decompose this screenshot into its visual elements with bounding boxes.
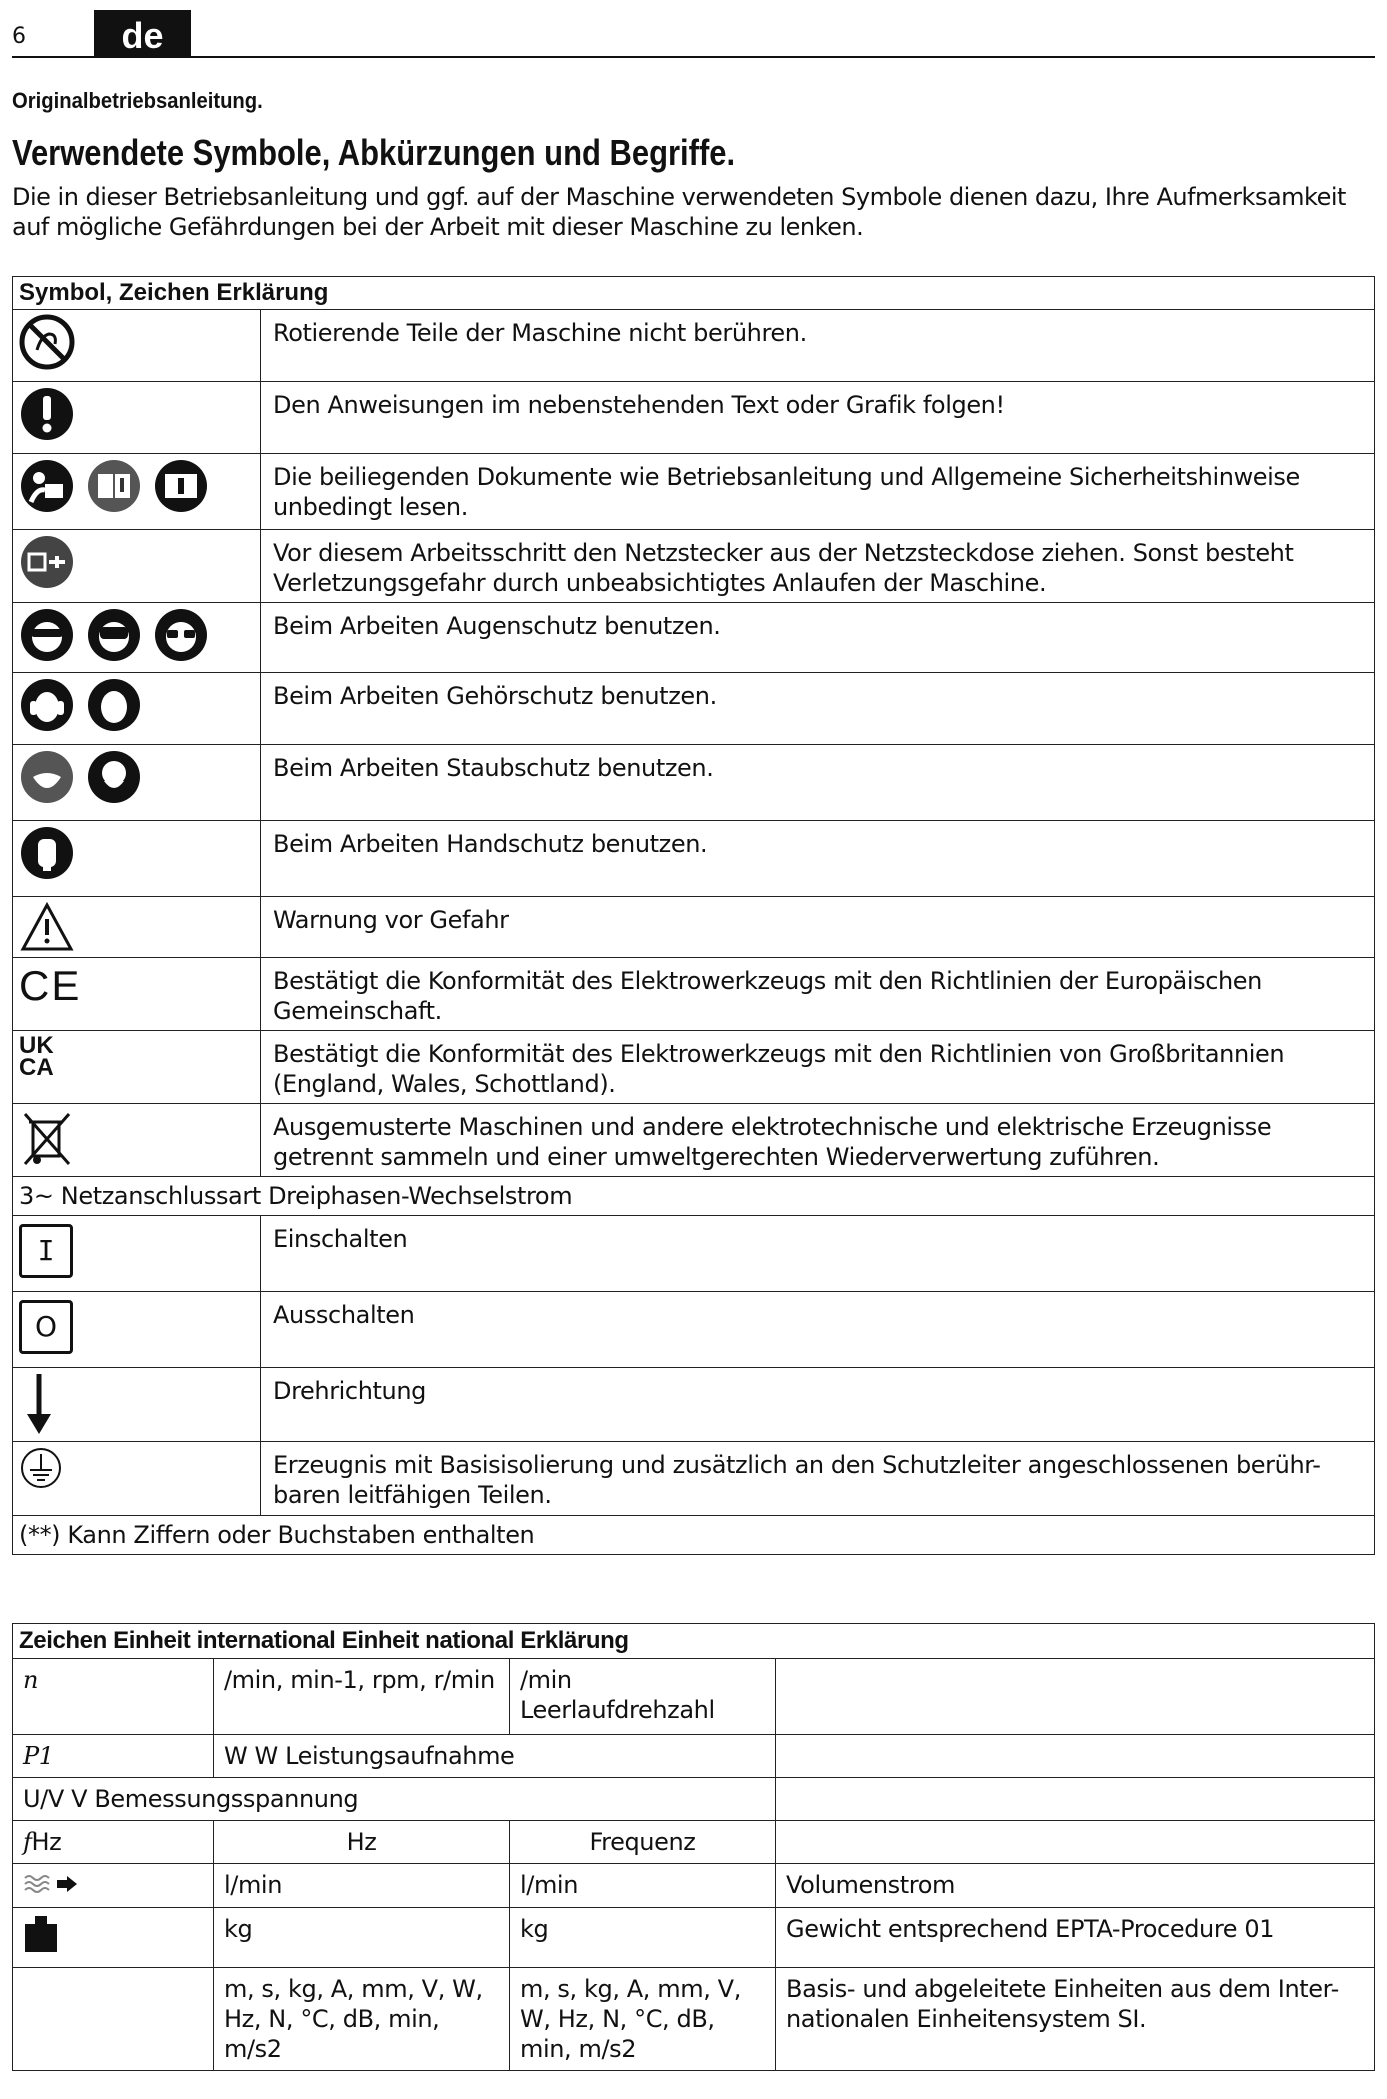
unit-symbol-p: P1 [13, 1735, 214, 1778]
symbol-desc-10: Bestätigt die Konformität des Elektrowerkzeugs mit den Richtlinien von Großbritannien (England, Wales, Schottland). [261, 1031, 1375, 1104]
symbol-desc-0: Rotierende Teile der Maschine nicht berühren. [261, 310, 1375, 382]
unit-intl-si: m, s, kg, A, mm, V, W, Hz, N, °C, dB, min, m/s2 [214, 1968, 510, 2071]
header-divider [12, 56, 1375, 58]
symbols-table-header: Symbol, Zeichen Erklärung [13, 277, 1375, 310]
unit-national-f: Frequenz [510, 1821, 776, 1864]
symbol-desc-15: Erzeugnis mit Basisisolierung und zusätzlich an den Schutzleiter angeschlossenen berühr-baren leitfähigen Teilen. [261, 1442, 1375, 1516]
symbol-desc-4: Beim Arbeiten Augenschutz benutzen. [261, 603, 1375, 673]
symbol-desc-11: Ausgemusterte Maschinen und andere elektrotechnische und elektrische Erzeugnisse getrennt sammeln und einer umweltgerechten Wiederverwertung zuführen. [261, 1104, 1375, 1177]
manual-book-icon [86, 458, 142, 514]
symbol-desc-14: Drehrichtung [261, 1368, 1375, 1442]
original-label: Originalbetriebsanleitung. [12, 88, 263, 113]
symbols-table [12, 276, 1375, 1555]
safety-glasses-icon [153, 607, 209, 663]
volume-flow-icon [23, 1870, 79, 1894]
symbol-desc-5: Beim Arbeiten Gehörschutz benutzen. [261, 673, 1375, 745]
unit-intl-flow: l/min [214, 1864, 510, 1908]
intro-paragraph: Die in dieser Betriebsanleitung und ggf. auf der Maschine verwendeten Symbole dienen dazu, Ihre Aufmerksamkeit auf mögliche Gefährdungen bei der Arbeit mit dieser Maschine zu lenken. [12, 183, 1346, 241]
read-manual-person-icon [19, 458, 75, 514]
unit-intl-weight: kg [214, 1908, 510, 1968]
face-shield-icon [86, 607, 142, 663]
no-touch-rotating-icon [19, 314, 75, 370]
power-on-glyph: I [37, 1234, 55, 1267]
gloves-icon [19, 825, 75, 881]
unit-row-u: U/V V Bemessungsspannung [13, 1778, 776, 1821]
symbol-desc-3: Vor diesem Arbeitsschritt den Netzstecker aus der Netzsteckdose ziehen. Sonst besteht Verletzungsgefahr durch unbeabsichtigtes Anlaufen der Maschine. [261, 530, 1375, 603]
respirator-icon [86, 749, 142, 805]
language-badge: de [94, 10, 191, 58]
ukca-line-1: UK [19, 1032, 54, 1059]
unplug-icon [19, 534, 75, 590]
ce-mark-icon: CE [19, 962, 82, 1009]
unit-national-weight: kg [510, 1908, 776, 1968]
weee-bin-icon [19, 1108, 75, 1168]
symbol-desc-1: Den Anweisungen im nebenstehenden Text oder Grafik folgen! [261, 382, 1375, 454]
unit-national-flow: l/min [510, 1864, 776, 1908]
symbol-desc-2: Die beiliegenden Dokumente wie Betriebsanleitung und Allgemeine Sicherheitshinweise unbedingt lesen. [261, 454, 1375, 530]
unit-national-n: /min Leerlaufdrehzahl [510, 1659, 776, 1735]
weight-icon [23, 1914, 59, 1954]
page-header [12, 10, 1375, 58]
symbols-footer-row: (**) Kann Ziffern oder Buchstaben enthalten [13, 1516, 1375, 1555]
unit-desc-weight: Gewicht entsprechend EPTA-Procedure 01 [776, 1908, 1375, 1968]
protective-earth-icon [19, 1446, 63, 1490]
unit-intl-f: Hz [214, 1821, 510, 1864]
unit-intl-n: /min, min-1, rpm, r/min [214, 1659, 510, 1735]
units-table-header: Zeichen Einheit international Einheit national Erklärung [13, 1624, 1375, 1659]
symbol-desc-7: Beim Arbeiten Handschutz benutzen. [261, 821, 1375, 897]
three-phase-row: 3~ Netzanschlussart Dreiphasen-Wechselstrom [13, 1177, 1375, 1216]
symbol-desc-12: Einschalten [261, 1216, 1375, 1292]
dust-mask-icon [19, 749, 75, 805]
units-table [12, 1623, 1375, 2071]
unit-symbol-f: f [23, 1828, 32, 1856]
power-on-icon [19, 1224, 73, 1278]
unit-desc-flow: Volumenstrom [776, 1864, 1375, 1908]
symbol-desc-13: Ausschalten [261, 1292, 1375, 1368]
page-number: 6 [12, 24, 26, 49]
power-off-glyph: O [34, 1310, 58, 1343]
exclamation-icon [19, 386, 75, 442]
ukca-line-2: CA [19, 1054, 54, 1081]
ear-protection-icon [86, 677, 142, 733]
symbol-desc-6: Beim Arbeiten Staubschutz benutzen. [261, 745, 1375, 821]
unit-row-p: W W Leistungsaufnahme [214, 1735, 776, 1778]
unit-desc-si: Basis- und abgeleitete Einheiten aus dem Inter-nationalen Einheitensystem SI. [776, 1968, 1375, 2071]
symbol-desc-9: Bestätigt die Konformität des Elektrowerkzeugs mit den Richtlinien der Europäischen Gemeinschaft. [261, 958, 1375, 1031]
unit-f-hz: Hz [31, 1828, 62, 1856]
unit-symbol-n: n [13, 1659, 214, 1735]
warning-triangle-icon [19, 901, 75, 953]
symbol-desc-8: Warnung vor Gefahr [261, 897, 1375, 958]
ukca-mark-icon [19, 1032, 54, 1081]
ear-muffs-icon [19, 677, 75, 733]
unit-national-si: m, s, kg, A, mm, V, W, Hz, N, °C, dB, min, m/s2 [510, 1968, 776, 2071]
power-off-icon [19, 1300, 73, 1354]
goggles-icon [19, 607, 75, 663]
page-title: Verwendete Symbole, Abkürzungen und Begriffe. [12, 132, 736, 173]
manual-info-icon [153, 458, 209, 514]
rotation-arrow-icon [19, 1372, 59, 1436]
